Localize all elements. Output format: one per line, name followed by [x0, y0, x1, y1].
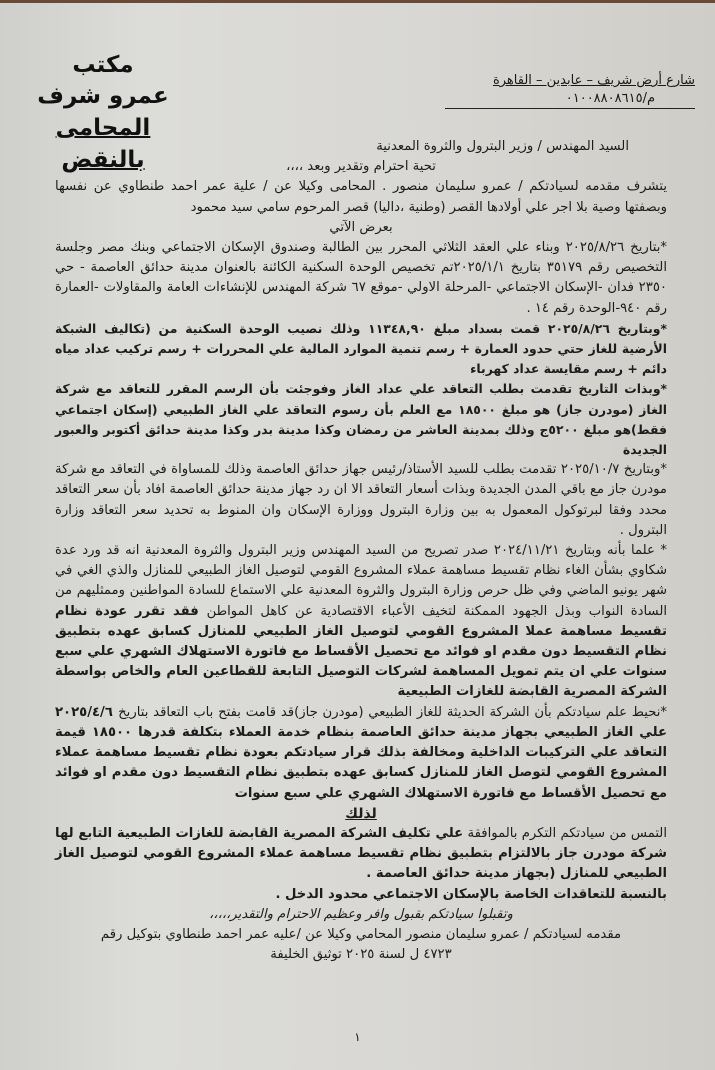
- desk-edge: [0, 0, 715, 3]
- request-body: علي تكليف الشركة المصرية القابضة للغازات الطبيعية التابع لها شركة مودرن جاز بالالتزام بتطبيق نظام تقسيط مساهمة عملاء المشروع القومي لتوصيل الغاز الطبيعي للمنازل (بجهاز مدينة حدائق العاصمة .: [55, 825, 667, 882]
- modern-gas-details: ٢٠٢٥/٤/٦ علي الغاز الطبيعي بجهاز مدينة حدائق العاصمة بنظام خدمة العملاء بتكلفة قدرها ١٨٥٠٠ قيمة التعاقد علي التركيبات الداخلية ومخالفة بذلك قرار سيادتكم بعودة نظام تقسيط مساهمة عملاء المشروع القومي لتوصل الغاز للمنازل كسابق عهده بتطبيق نظام التقسيط دون مقدم او فوائد مع تحصيل الأقساط مع فاتورة الاستهلاك الشهري علي سبع سنوات: [55, 704, 667, 801]
- paragraph-modern-gas: [55, 703, 667, 804]
- signature-line-2: ٤٧٢٣ ل لسنة ٢٠٢٥ توثيق الخليفة: [270, 947, 452, 963]
- lawyer-title: المحامى بالنقض: [55, 115, 151, 173]
- page-number: ١: [354, 1030, 361, 1044]
- office-address-block: [445, 72, 695, 109]
- office-label: مكتب: [72, 52, 134, 78]
- office-phone: م/٠١٠٠٨٨٠٨٦١٥: [445, 90, 695, 109]
- intro-paragraph: يتشرف مقدمه لسيادتكم / عمرو سليمان منصور . المحامى وكيلا عن / علية عمر احمد طنطاوي عن نفسها وبصفتها وصية بلا اجر علي أولادها القصر (وطنية ،داليا) قصر المرحوم سامي سيد محمود: [55, 179, 667, 215]
- request-intro: التمس من سيادتكم التكرم بالموافقة: [463, 825, 667, 841]
- paragraph-request: [55, 824, 667, 885]
- intro-end: بعرض الآتي: [329, 219, 393, 235]
- letter-body: [55, 137, 667, 965]
- lawyer-name: عمرو شرف: [37, 83, 169, 109]
- paragraph-payment: *وبتاريخ ٢٠٢٥/٨/٢٦ قمت بسداد مبلغ ١١٣٤٨,٩٠ وذلك نصيب الوحدة السكنية من (تكاليف الشبكة الأرضية للغاز حتي حدود العمارة + رسم تنمية الموارد المالية علي المحررات + رسم تركيب عداد مياه دائم + رسم مقايسة عداد كهرباء: [55, 320, 667, 377]
- therefore-heading: لذلك: [345, 805, 377, 822]
- paragraph-gas-contract: *وبذات التاريخ تقدمت بطلب التعاقد علي عداد الغاز وفوجئت بأن الرسم المقرر للتعاقد مع شركة الغاز (مودرن جاز) هو مبلغ ١٨٥٠٠ مع العلم بأن رسوم التعاقد علي الغاز الطبيعي (إسكان اجتماعي فقط)هو مبلغ ٥٢٠٠ج وذلك بمدينة العاشر من رمضان وكذا مدينة بدر وكذا مدينة حدائق أكتوبر والعبور الجديدة: [55, 381, 667, 458]
- closing-salutation: وتقبلوا سيادتكم بقبول وافر وعظيم الاحترام والتقدير،،،،،: [209, 906, 513, 922]
- greeting: تحية احترام وتقدير وبعد ،،،،: [286, 159, 436, 175]
- paragraph-minister-statement: [55, 541, 667, 703]
- modern-gas-intro: *نحيط علم سيادتكم بأن الشركة الحديثة للغاز الطبيعي (مودرن جاز)قد قامت بفتح باب التعاقد بتاريخ: [118, 704, 668, 720]
- addressee: السيد المهندس / وزير البترول والثروة المعدنية: [376, 139, 629, 154]
- request-scope: بالنسبة للتعاقدات الخاصة بالإسكان الاجتماعي محدود الدخل .: [275, 886, 667, 902]
- signature-line-1: مقدمه لسيادتكم / عمرو سليمان منصور المحامي وكيلا عن /عليه عمر احمد طنطاوي بتوكيل رقم: [100, 926, 622, 942]
- paragraph-allocation: *بتاريخ ٢٠٢٥/٨/٢٦ وبناء علي العقد الثلاثي المحرر بين الطالبة وصندوق الإسكان الاجتماعي وبنك مصر وجلسة التخصيص رقم ٣٥١٧٩ بتاريخ ٢٠٢٥/١/١تم تخصيص الوحدة السكنية الكائنة بالعنوان مدينة حدائق العاصمة - حي ٢٣٥٠ فدان -الإسكان الاجتماعي -المرحلة الاولي -موقع ٦٧ شركة المهندس للإنشاءات العامة والمقاولات -العمارة رقم ٩٤٠-الوحدة رقم ١٤ .: [55, 240, 668, 316]
- paragraph-request-equality: *وبتاريخ ٢٠٢٥/١٠/٧ تقدمت بطلب للسيد الأستاذ/رئيس جهاز حدائق العاصمة وذلك للمساواة في التعاقد مع شركة مودرن جاز مع باقي المدن الجديدة وبذات أسعار التعاقد الا ان رد جهاز مدينة حدائق العاصمة افاد بأن سعر التعاقد محدد وفقا لبرتوكول المعمول به بين وزارة البترول ووزارة الإسكان وان المنوط به تحديد سعر التعاقد وزارة البترول .: [55, 462, 667, 538]
- minister-statement-decision: فقد تقرر عودة نظام تقسيط مساهمة عملا المشروع القومي لتوصيل الغاز الطبيعي للمنازل كسابق عهده بتطبيق نظام التقسيط دون مقدم او فوائد مع تحصيل الأقساط مع فاتورة الاستهلاك الشهري علي سبع سنوات علي ان يتم تمويل المساهمة لشركات التوصيل التابعة للقطاعين العام والخاص بواسطة الشركة المصرية القابضة للغازات الطبيعية: [55, 603, 667, 700]
- minister-statement-text: * علما بأنه وبتاريخ ٢٠٢٤/١١/٢١ صدر تصريح من السيد المهندس وزير البترول والثروة المعدنية انه قد ورد عدة شكاوي بشأن الغاء نظام تقسيط مساهمة عملاء المشروع القومي لتوصيل الغاز الطبيعي للمنازل والذي الغي في شهر يونيو الماضي وفي ظل حرص وزارة البترول والثروة المعدنية علي الاستماع للسادة المواطنين وممثليهم من السادة النواب وبذل الجهود الممكنة لتخيف الأعباء الاقتصادية عن كاهل المواطن: [55, 543, 668, 619]
- office-address: شارع أرض شريف – عابدين – القاهرة: [492, 73, 695, 88]
